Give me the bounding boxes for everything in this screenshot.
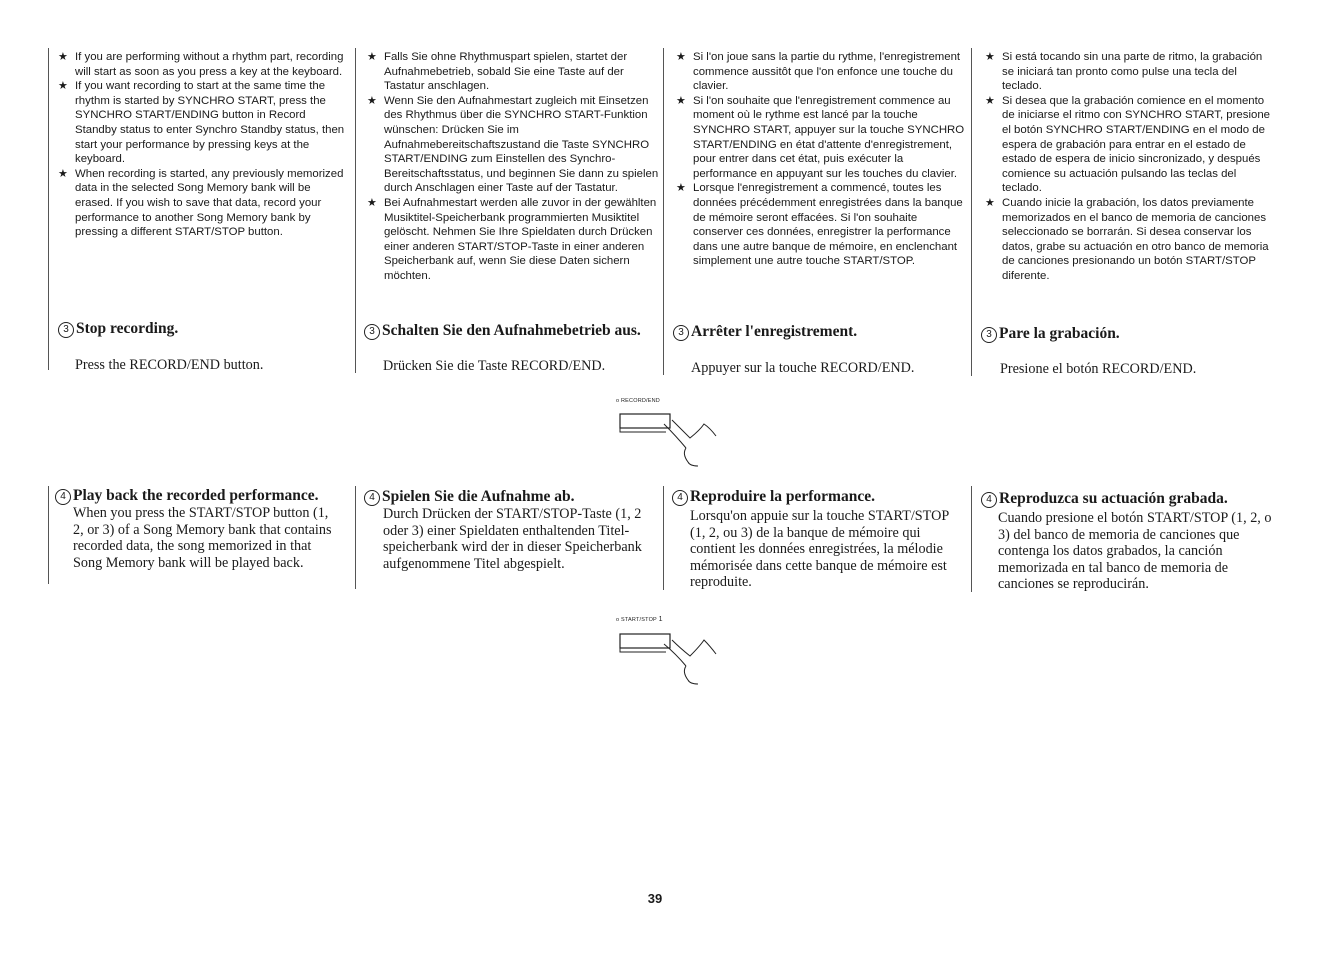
star-bullet-icon: ★ [985, 51, 995, 63]
star-bullet-icon: ★ [676, 51, 686, 63]
note-item: ★ Cuando inicie la grabación, los datos previamente memorizados en el banco de memoria de canciones seleccionado se borrarán. Si desea conservar los datos, grabe su actuación en otro banco de memoria de canciones presionando un botón START/STOP diferente. [985, 196, 1269, 282]
step-number-4: 4 [55, 489, 71, 505]
record-end-label: o RECORD/END [616, 398, 660, 404]
note-item: ★ Si está tocando sin una parte de ritmo, la grabación se iniciará tan pronto como pulse una tecla del teclado. [985, 51, 1263, 93]
finger-press-icon [616, 406, 726, 468]
star-bullet-icon: ★ [58, 80, 68, 93]
step3-heading-es: 3 Pare la grabación. [981, 325, 1275, 343]
step-number-4: 4 [672, 490, 688, 506]
start-stop-label: o START/STOP 1 [616, 616, 663, 623]
note-item: ★ If you are performing without a rhythm part, recording will start as soon as you press a key at the keyboard. [58, 51, 344, 78]
note-item: ★ Falls Sie ohne Rhythmuspart spielen, startet der Aufnahmebetrieb, sobald Sie eine Taste auf der Tastatur anschlagen. [367, 51, 628, 93]
step3-text-en: Press the RECORD/END button. [75, 357, 264, 373]
column-divider [663, 48, 664, 375]
step3-heading-de: 3 Schalten Sie den Aufnahmebetrieb aus. [364, 322, 660, 340]
page-number: 39 [647, 891, 663, 906]
step-number-3: 3 [673, 325, 689, 341]
star-bullet-icon: ★ [367, 94, 377, 107]
column-divider [355, 486, 356, 589]
step3-text-de: Drücken Sie die Taste RECORD/END. [383, 358, 606, 374]
step3-text-fr: Appuyer sur la touche RECORD/END. [691, 360, 915, 376]
step4-heading-es: 4 Reproduzca su actuación grabada. [981, 490, 1281, 508]
step4-text-es: Cuando presione el botón START/STOP (1, 2, o 3) del banco de memoria de canciones que contenga los datos grabados, la canción memorizada en tal banco de memoria de canciones se reproducirán. [998, 510, 1272, 593]
note-item: ★ Si l'on joue sans la partie du rythme, l'enregistrement commence aussitôt que l'on enfonce une touche du clavier. [676, 51, 961, 93]
note-item: ★ When recording is started, any previously memorized data in the selected Song Memory bank will be erased. If you wish to save that data, record your performance to another Song Memory bank by pressing a different START/STOP button. [58, 167, 344, 239]
step-number-3: 3 [981, 327, 997, 343]
star-bullet-icon: ★ [58, 51, 68, 63]
start-stop-button-figure [616, 616, 726, 686]
star-bullet-icon: ★ [58, 167, 68, 180]
star-bullet-icon: ★ [676, 182, 686, 195]
record-end-button-figure [616, 398, 726, 468]
step-number-4: 4 [981, 492, 997, 508]
note-item: ★ Si desea que la grabación comience en el momento de iniciarse el ritmo con SYNCHRO START, presione el botón SYNCHRO START/ENDING en el modo de espera de grabación para entrar en el estado de estado de espera de inicio sincronizado, y después comience su actuación pulsando las teclas del teclado. [985, 94, 1270, 195]
indicator-lamp-icon: o [616, 398, 620, 404]
step3-text-es: Presione el botón RECORD/END. [1000, 361, 1197, 377]
star-bullet-icon: ★ [985, 196, 995, 209]
star-bullet-icon: ★ [985, 94, 995, 107]
star-bullet-icon: ★ [367, 51, 377, 63]
column-divider [48, 486, 49, 584]
note-item: ★ Bei Aufnahmestart werden alle zuvor in der gewählten Musiktitel-Speicherbank programmierten Musiktitel gelöscht. Nehmen Sie Ihre Spieldaten durch Drücken einer anderen START/STOP-Taste in einer anderen Speicherbank auf, wenn Sie diese Daten sichern möchten. [367, 196, 657, 282]
notes-en [58, 50, 350, 240]
note-item: ★ Wenn Sie den Aufnahmestart zugleich mit Einsetzen des Rhythmus über die SYNCHRO START-Funktion wünschen: Drücken Sie im Aufnahmebereitschaftszustand die Taste SYNCHRO START/ENDING zum Einstellen des Synchro-Bereitschaftsstatus, und beginnen Sie dann zu spielen durch Anschlagen einer Taste auf der Tastatur. [367, 94, 659, 195]
step4-heading-fr: 4 Reproduire la performance. [672, 488, 968, 506]
column-divider [355, 48, 356, 373]
column-divider [663, 486, 664, 590]
column-divider [971, 48, 972, 376]
step4-text-de: Durch Drücken der START/STOP-Taste (1, 2 oder 3) einer Spieldaten enthaltenden Titel-speicherbank wird der in dieser Speicherbank aufgenommene Titel abgespielt. [383, 506, 642, 572]
indicator-lamp-icon: o [616, 617, 620, 623]
notes-de [367, 50, 661, 284]
step4-text-fr: Lorsqu'on appuie sur la touche START/STOP (1, 2, ou 3) de la banque de mémoire qui contient les données enregistrées, la mélodie mémorisée dans cette banque de mémoire est reproduite. [690, 508, 949, 591]
step3-heading-fr: 3 Arrêter l'enregistrement. [673, 323, 967, 341]
star-bullet-icon: ★ [367, 196, 377, 209]
step3-heading-en: 3 Stop recording. [58, 320, 350, 338]
step4-heading-de: 4 Spielen Sie die Aufnahme ab. [364, 488, 660, 506]
finger-press-icon [616, 624, 726, 686]
column-divider [48, 48, 49, 370]
start-stop-number: 1 [658, 616, 663, 623]
column-divider [971, 486, 972, 592]
notes-es [985, 50, 1275, 284]
note-item: ★ Si l'on souhaite que l'enregistrement commence au moment où le rythme est lancé par la touche SYNCHRO START, appuyer sur la touche SYNCHRO START/ENDING en état d'attente d'enregistrement, pour entrer dans cet état, puis exécuter la performance en appuyant sur les touches du clavier. [676, 94, 965, 180]
step4-heading-en: 4 Play back the recorded performance. [55, 487, 353, 505]
note-item: ★ If you want recording to start at the same time the rhythm is started by SYNCHRO START, press the SYNCHRO START/ENDING button in Record Standby status to enter Synchro Standby status, then start your performance by pressing keys at the keyboard. [58, 80, 345, 166]
notes-fr [676, 50, 969, 269]
step4-text-en: When you press the START/STOP button (1, 2, or 3) of a Song Memory bank that contains recorded data, the song memorized in that Song Memory bank will be played back. [73, 505, 332, 571]
step-number-3: 3 [58, 322, 74, 338]
step-number-3: 3 [364, 324, 380, 340]
star-bullet-icon: ★ [676, 94, 686, 107]
step-number-4: 4 [364, 490, 380, 506]
note-item: ★ Lorsque l'enregistrement a commencé, toutes les données précédemment enregistrées dans la banque de mémoire seront effacées. Si l'on souhaite conserver ces données, enregistrer la performance dans une autre banque de mémoire, en enclenchant simplement une autre touche START/STOP. [676, 182, 963, 268]
